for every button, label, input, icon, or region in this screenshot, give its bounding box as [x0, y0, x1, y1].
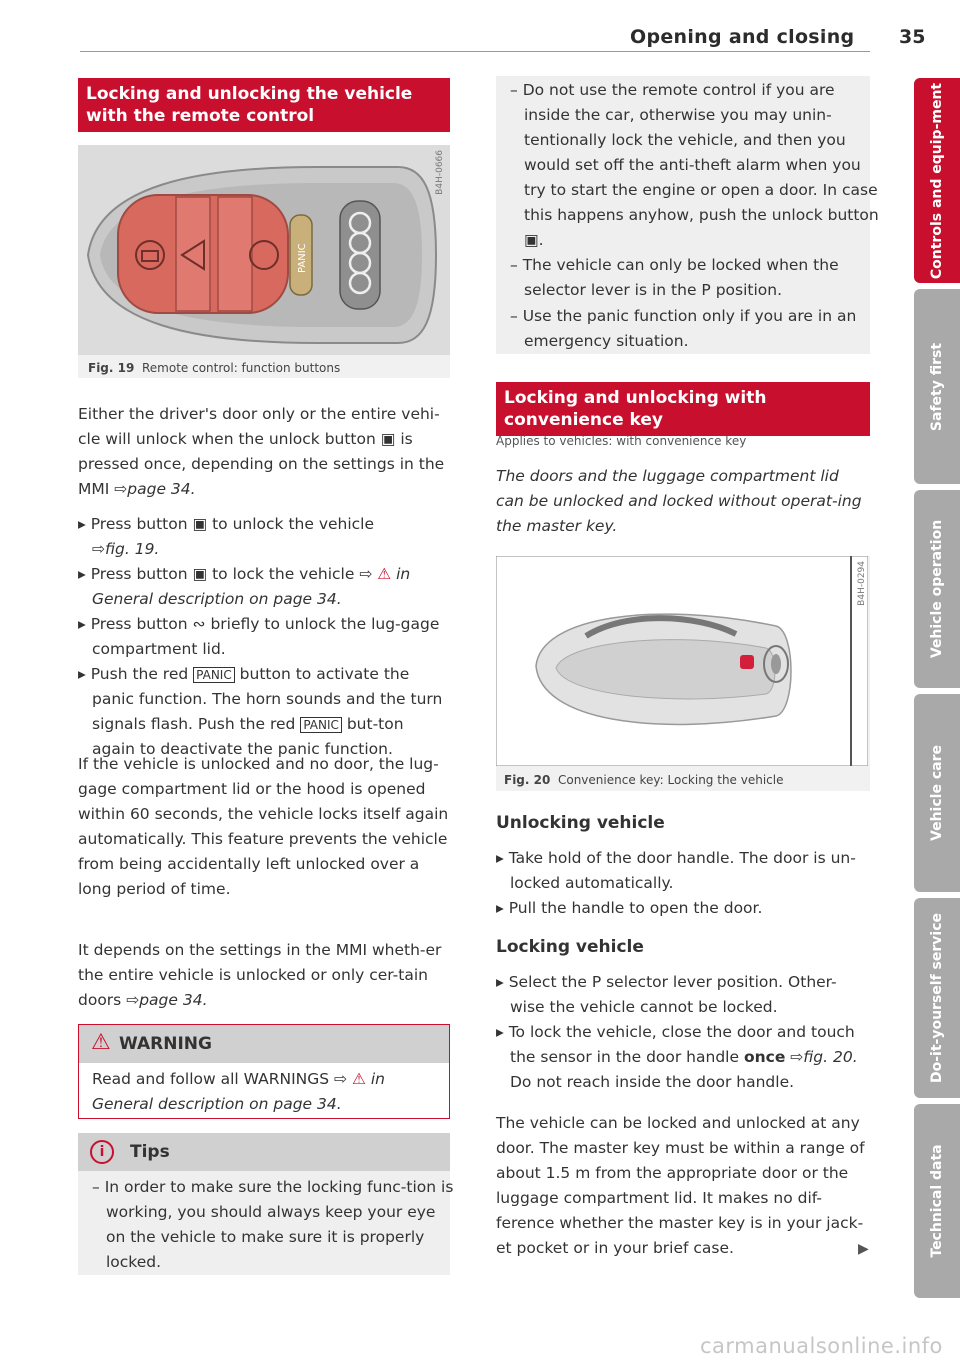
intro-text: The doors and the luggage compartment lid can be unlocked and locked without operat-ing the master key. — [496, 467, 862, 535]
warning-box — [78, 1024, 450, 1119]
unlock-icon: ▣ — [524, 231, 539, 249]
para1b-text: is pressed once, depending on the settings in the MMI — [78, 430, 445, 498]
ref-arrow-icon: ⇨ — [359, 565, 373, 583]
locking-vehicle-heading: Locking vehicle — [496, 937, 644, 957]
bullet-text: Press button — [90, 515, 188, 533]
warning-triangle-icon: ⚠ — [91, 1030, 111, 1055]
list-item: ▸ Push the red PANIC button to activate the panic function. The horn sounds and the turn signals flash. Push the red PANIC but-ton again to deactivate the panic function. — [78, 665, 443, 758]
warning-body: Read and follow all WARNINGS — [92, 1070, 330, 1088]
ref-arrow-icon: ⇨ — [92, 540, 105, 558]
bullet-text: to lock the vehicle — [212, 565, 355, 583]
panic-key: PANIC — [300, 717, 342, 733]
note-text: Do not use the remote control if you are inside the car, otherwise you may unin-tentionally lock the vehicle, and then you would set off the anti-theft alarm when you try to start the engine or open a door. In case this happens anyhow, push the unlock button — [522, 81, 879, 224]
list-item: – Do not use the remote control if you are inside the car, otherwise you may unin-tentionally lock the vehicle, and then you would set off the anti-theft alarm when you try to start the engine or open a door. In case this happens anyhow, push the unlock button ▣. — [510, 81, 879, 249]
para3-text: It depends on the settings in the MMI wheth-er the entire vehicle is unlocked or only cer-tain doors — [78, 941, 442, 1009]
tab-vehicle-care[interactable] — [914, 694, 960, 892]
warning-title: WARNING — [119, 1034, 212, 1054]
unlock-icon: ▣ — [192, 515, 208, 533]
page-ref-link[interactable]: page 34. — [139, 991, 208, 1009]
list-text: Pull the handle to open the door. — [508, 899, 763, 917]
applies-to: Applies to vehicles: with convenience key — [496, 434, 747, 448]
tips-item: – In order to make sure the locking func-tion is working, you should always keep your eye on the vehicle to make sure it is properly locked. — [92, 1178, 454, 1271]
lock-list — [496, 970, 870, 1095]
section-heading-remote: Locking and unlocking the vehicle with the remote control — [78, 78, 450, 132]
note-text: Use the panic function only if you are in an emergency situation. — [522, 307, 857, 350]
tab-label: Vehicle operation — [929, 519, 945, 659]
para1-text: Either the driver's door only or the entire vehi-cle will unlock when the unlock button — [78, 405, 440, 448]
tab-label: Controls and equip-ment — [929, 82, 945, 279]
list-item: ▸ To lock the vehicle, close the door and touch the sensor in the door handle once ⇨fig. 20. Do not reach inside the door handle. — [496, 1023, 858, 1091]
ref-arrow-icon: ⇨ — [126, 991, 140, 1009]
figure-19-label: Fig. 19 — [88, 361, 135, 375]
tips-header — [78, 1133, 450, 1171]
page-ref-link[interactable]: page 34. — [127, 480, 196, 498]
remote-key-illustration — [78, 145, 450, 355]
list-text: Take hold of the door handle. The door is un-locked automatically. — [508, 849, 856, 892]
bullet-text: button to activate the panic function. The horn sounds and the turn signals flash. Push the red — [92, 665, 443, 733]
list-text: Do not reach inside the door handle. — [510, 1073, 795, 1091]
list-item: ▸ Take hold of the door handle. The door is un-locked automatically. — [496, 849, 856, 892]
remote-notes-box — [496, 76, 879, 354]
para-unlock-settings — [78, 402, 450, 502]
list-item: – The vehicle can only be locked when the selector lever is in the P position. — [510, 256, 839, 299]
watermark: carmanualsonline.info — [700, 1334, 943, 1358]
figure-19-code: B4H-0666 — [435, 150, 445, 195]
bullet-text: but-ton again to deactivate the panic function. — [92, 715, 404, 758]
general-description-link[interactable]: General description on page 34. — [92, 1095, 342, 1113]
tab-controls-and-equipment[interactable] — [914, 78, 960, 283]
list-item: ▸ Press button ▣ to lock the vehicle ⇨ ⚠ in General description on page 34. — [78, 565, 411, 608]
ref-prefix: in — [396, 565, 411, 583]
unlock-list — [496, 846, 870, 921]
figure-20 — [496, 556, 870, 791]
info-icon: i — [90, 1140, 114, 1164]
list-text: To lock the vehicle, close the door and touch the sensor in the door handle — [508, 1023, 855, 1066]
warning-header — [79, 1025, 449, 1063]
list-item: ▸ Pull the handle to open the door. — [496, 899, 763, 917]
final-text: The vehicle can be locked and unlocked at any door. The master key must be within a range of about 1.5 m from the appropriate door or the luggage compartment lid. It makes no dif-ference whether the master key is in your jack-et pocket or in your brief case. — [496, 1114, 865, 1257]
fig-ref-link[interactable]: fig. 20. — [803, 1048, 858, 1066]
warning-text — [92, 1067, 440, 1117]
tab-label: Vehicle care — [929, 745, 945, 841]
fig-ref-link[interactable]: fig. 19. — [105, 540, 160, 558]
panic-key: PANIC — [193, 667, 235, 683]
ref-arrow-icon: ⇨ — [114, 480, 128, 498]
running-header-title: Opening and closing — [630, 26, 855, 48]
unlocking-vehicle-heading: Unlocking vehicle — [496, 813, 665, 833]
ref-arrow-icon: ⇨ — [790, 1048, 804, 1066]
lock-icon: ▣ — [192, 565, 208, 583]
figure-19 — [78, 145, 450, 378]
list-text: Select the P selector lever position. Other-wise the vehicle cannot be locked. — [508, 973, 837, 1016]
list-item: – Use the panic function only if you are in an emergency situation. — [510, 307, 857, 350]
emphasis-once: once — [743, 1048, 786, 1066]
figure-20-caption — [504, 773, 784, 787]
ref-arrow-icon: ⇨ — [334, 1070, 348, 1088]
header-rule — [80, 51, 870, 52]
note-text: The vehicle can only be locked when the selector lever is in the P position. — [522, 256, 839, 299]
tab-do-it-yourself-service[interactable] — [914, 898, 960, 1098]
tab-technical-data[interactable] — [914, 1104, 960, 1298]
page-number: 35 — [899, 26, 926, 48]
section-heading-convenience: Locking and unlocking with convenience key — [496, 382, 870, 436]
continue-arrow-icon: ▶ — [858, 1241, 869, 1257]
list-item: ▸ Select the P selector lever position. Other-wise the vehicle cannot be locked. — [496, 973, 837, 1016]
list-item: ▸ Press button ▣ to unlock the vehicle ⇨fig. 19. — [78, 515, 375, 558]
list-item: ▸ Press button ∾ briefly to unlock the lug-gage compartment lid. — [78, 615, 440, 658]
tab-label: Do-it-yourself service — [929, 912, 945, 1084]
tips-text: In order to make sure the locking func-tion is working, you should always keep your eye on the vehicle to make sure it is properly locked. — [104, 1178, 454, 1271]
figure-20-code: B4H-0294 — [857, 561, 867, 606]
panic-button-label: PANIC — [297, 243, 308, 273]
figure-20-caption-text: Convenience key: Locking the vehicle — [557, 773, 784, 787]
figure-20-label: Fig. 20 — [504, 773, 551, 787]
tab-safety-first[interactable] — [914, 289, 960, 484]
ref-prefix: in — [370, 1070, 385, 1088]
bullet-text: briefly to unlock the lug-gage compartment lid. — [92, 615, 440, 658]
figure-19-caption-text: Remote control: function buttons — [141, 361, 341, 375]
tab-label: Technical data — [929, 1144, 945, 1258]
unlock-icon: ▣ — [380, 430, 396, 448]
tab-label: Safety first — [929, 342, 945, 431]
para-range — [496, 1111, 870, 1261]
warning-triangle-icon: ⚠ — [351, 1070, 366, 1088]
para-mmi-settings — [78, 938, 450, 1013]
figure-19-caption — [88, 361, 340, 375]
door-handle-illustration — [496, 556, 868, 766]
bullet-text: Press button — [90, 615, 188, 633]
warning-triangle-icon: ⚠ — [377, 565, 392, 583]
tips-title: Tips — [130, 1142, 170, 1162]
para-auto-relock: If the vehicle is unlocked and no door, the lug-gage compartment lid or the hood is opened within 60 seconds, the vehicle locks itself again automatically. This feature prevents the vehicle from being accidentally left unlocked over a long period of time. — [78, 755, 449, 898]
bullet-list-remote — [78, 512, 450, 762]
bullet-text: Press button — [90, 565, 188, 583]
general-description-link[interactable]: General description on page 34. — [92, 590, 342, 608]
bullet-text: Push the red — [90, 665, 189, 683]
tips-box — [78, 1133, 454, 1275]
trunk-icon: ∾ — [192, 615, 206, 633]
bullet-text: to unlock the vehicle — [212, 515, 375, 533]
tab-vehicle-operation[interactable] — [914, 490, 960, 688]
